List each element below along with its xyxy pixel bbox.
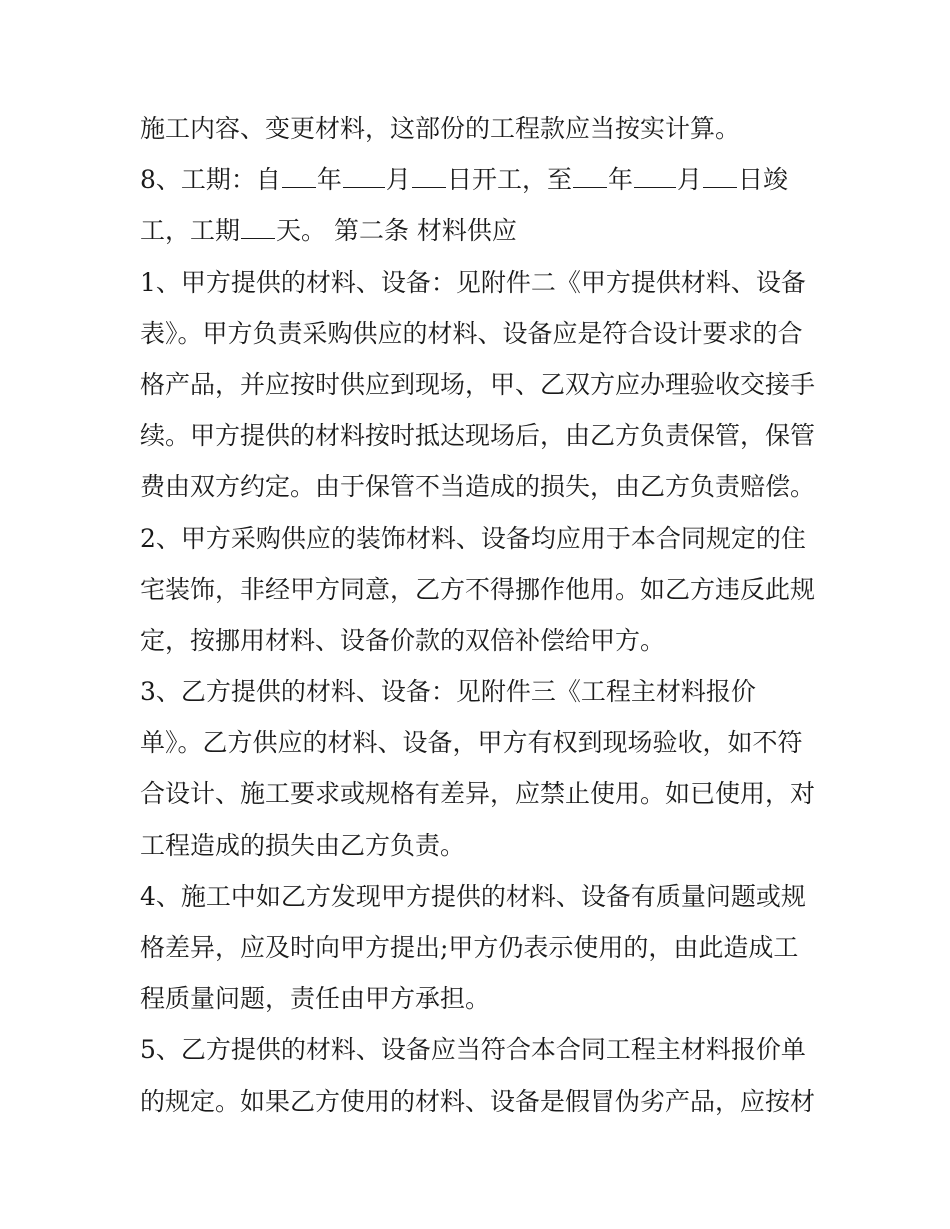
text-segment: 天。 第二条 材料供应 xyxy=(276,216,517,246)
text-line: 表》。甲方负责采购供应的材料、设备应是符合设计要求的合 xyxy=(140,318,803,348)
text-segment: 日竣 xyxy=(737,165,788,195)
blank-month-end xyxy=(634,165,676,188)
text-segment: 8、工期：自 xyxy=(140,165,281,195)
text-line: 1、甲方提供的材料、设备：见附件二《甲方提供材料、设备 xyxy=(140,267,806,297)
blank-day-end xyxy=(703,165,737,188)
text-segment: 日开工，至 xyxy=(446,165,572,195)
text-segment: 月 xyxy=(676,165,702,195)
text-segment: 年 xyxy=(316,165,342,195)
blank-day-start xyxy=(412,165,446,188)
text-line: 格差异，应及时向甲方提出;甲方仍表示使用的，由此造成工 xyxy=(140,933,799,962)
text-line: 工程造成的损失由乙方负责。 xyxy=(140,830,466,860)
text-line: 4、施工中如乙方发现甲方提供的材料、设备有质量问题或规 xyxy=(140,881,806,911)
text-line: 合设计、施工要求或规格有差异，应禁止使用。如已使用，对 xyxy=(140,779,816,809)
text-line-work-period xyxy=(140,154,830,205)
blank-month-start xyxy=(343,165,385,188)
text-line: 格产品，并应按时供应到现场，甲、乙双方应办理验收交接手 xyxy=(140,369,816,399)
text-line: 2、甲方采购供应的装饰材料、设备均应用于本合同规定的住 xyxy=(140,523,806,553)
text-line: 续。甲方提供的材料按时抵达现场后，由乙方负责保管，保管 xyxy=(140,421,816,451)
text-segment: 月 xyxy=(385,165,411,195)
text-line: 宅装饰，非经甲方同意，乙方不得挪作他用。如乙方违反此规 xyxy=(140,574,816,604)
text-line: 施工内容、变更材料，这部份的工程款应当按实计算。 xyxy=(140,114,741,143)
text-segment: 工，工期 xyxy=(140,216,241,246)
text-line: 程质量问题，责任由甲方承担。 xyxy=(140,984,491,1014)
text-segment: 年 xyxy=(607,165,633,195)
text-line-duration xyxy=(140,205,830,256)
blank-days xyxy=(241,216,275,239)
blank-year-start xyxy=(282,165,316,188)
text-line: 3、乙方提供的材料、设备：见附件三《工程主材料报价 xyxy=(140,677,756,707)
text-line: 的规定。如果乙方使用的材料、设备是假冒伪劣产品，应按材 xyxy=(140,1086,816,1116)
text-line: 定，按挪用材料、设备价款的双倍补偿给甲方。 xyxy=(140,625,666,655)
text-line: 5、乙方提供的材料、设备应当符合本合同工程主材料报价单 xyxy=(140,1035,806,1065)
document-body xyxy=(140,103,830,1127)
blank-year-end xyxy=(573,165,607,188)
text-line: 单》。乙方供应的材料、设备，甲方有权到现场验收，如不符 xyxy=(140,728,803,758)
text-line: 费由双方约定。由于保管不当造成的损失，由乙方负责赔偿。 xyxy=(140,472,816,502)
